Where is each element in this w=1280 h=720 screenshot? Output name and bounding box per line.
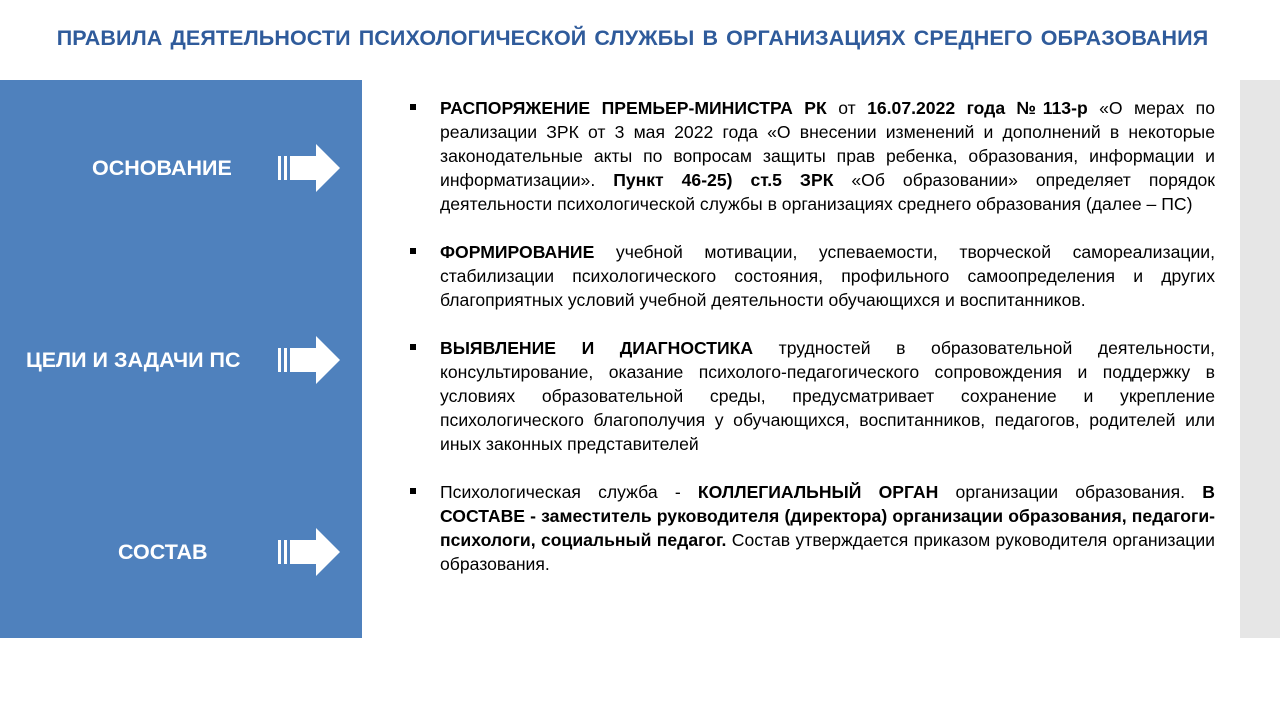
bullet-icon [410, 344, 416, 350]
item-text: учебной мотивации, успеваемости, творческой самореализации, стабилизации психологического состояния, профильного самоопределения и других благоприятных условий учебной деятельности обучающихся и воспитанников. [440, 242, 1215, 310]
item-text: Состав утверждается приказом руководителя организации образования. [440, 530, 1215, 574]
sidebar-label-osnovanie: ОСНОВАНИЕ [92, 156, 232, 180]
bullet-icon [410, 104, 416, 110]
content-list [440, 96, 1215, 576]
item-bold-text: ВЫЯВЛЕНИЕ И ДИАГНОСТИКА [440, 338, 754, 358]
arrow-right-icon [278, 528, 340, 576]
item-text: «Об образовании» определяет порядок деятельности психологической службы в организациях среднего образования (далее – ПС) [440, 170, 1215, 214]
sidebar-label-sostav: СОСТАВ [118, 540, 208, 564]
item-bold-text: Пункт 46-25) ст.5 ЗРК [613, 170, 834, 190]
item-text: организации образования. [938, 482, 1203, 502]
item-text: от [826, 98, 868, 118]
item-bold-text: 16.07.2022 года №113-р [867, 98, 1088, 118]
item-text: Психологическая служба - [440, 482, 698, 502]
arrow-right-icon [278, 144, 340, 192]
list-item-formirovanie [440, 240, 1215, 312]
bullet-icon [410, 248, 416, 254]
item-text: трудностей в образовательной деятельности, консультирование, оказание психолого-педагогического сопровождения и поддержку в условиях образовательной среды, предусматривает сохранение и укрепление психологического благополучия у обучающихся, воспитанников, педагогов, родителей или иных законных представителей [440, 338, 1215, 454]
item-text: «О мерах по реализации ЗРК от 3 мая 2022 года «О внесении изменений и дополнений в некоторые законодательные акты по вопросам защиты прав ребенка, образования, информации и информатизации». [440, 98, 1215, 190]
item-bold-text: КОЛЛЕГИАЛЬНЫЙ ОРГАН [697, 482, 939, 502]
page-title: ПРАВИЛА ДЕЯТЕЛЬНОСТИ ПСИХОЛОГИЧЕСКОЙ СЛУЖБЫ В ОРГАНИЗАЦИЯХ СРЕДНЕГО ОБРАЗОВАНИЯ [56, 26, 1209, 50]
list-item-osnovanie [440, 96, 1215, 216]
arrow-right-icon [278, 336, 340, 384]
item-bold-text: В СОСТАВЕ - заместитель руководителя (директора) организации образования, педагоги-психологи, социальный педагог. [440, 482, 1215, 550]
item-bold-text: ФОРМИРОВАНИЕ [440, 242, 595, 262]
right-decorative-bar [1240, 80, 1280, 638]
list-item-vyyavlenie [440, 336, 1215, 456]
item-bold-text: РАСПОРЯЖЕНИЕ ПРЕМЬЕР-МИНИСТРА РК [440, 98, 827, 118]
bullet-icon [410, 488, 416, 494]
sidebar-label-celi-i-zadachi: ЦЕЛИ И ЗАДАЧИ ПС [26, 348, 241, 372]
list-item-sostav [440, 480, 1215, 576]
sidebar-panel [0, 80, 362, 638]
